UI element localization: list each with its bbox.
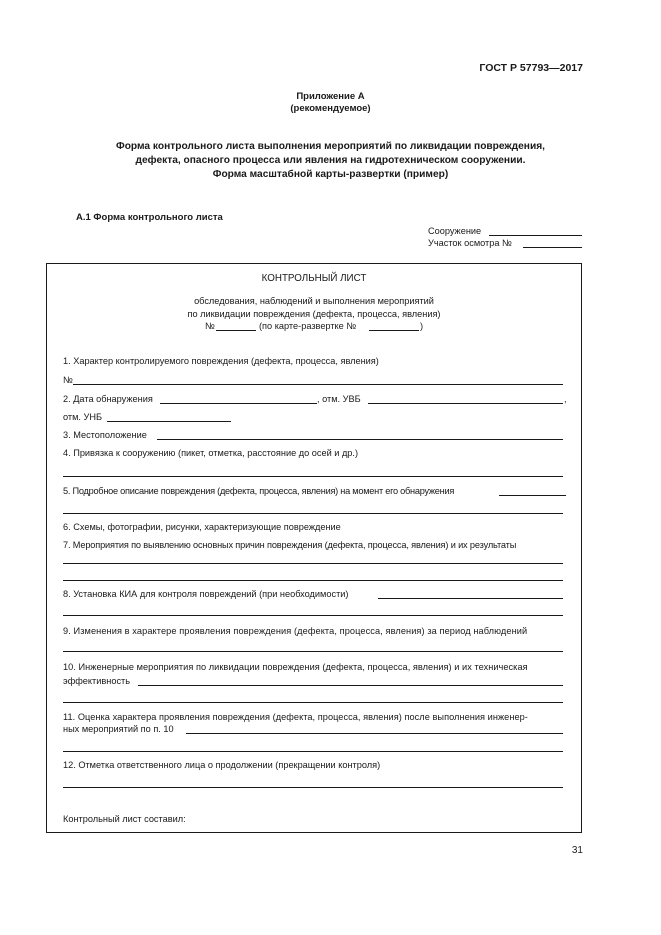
item-2-comma: , <box>564 394 567 404</box>
item-11-line-b <box>63 751 563 752</box>
checklist-number-line <box>216 330 256 331</box>
item-1-label: 1. Характер контролируемого повреждения (дефекта, процесса, явления) <box>63 356 379 366</box>
item-4-line <box>63 476 563 477</box>
checklist-number-label: № <box>205 321 215 331</box>
item-2-unb-line <box>107 421 231 422</box>
item-5-line-a <box>499 495 566 496</box>
item-5-line-b <box>63 513 563 514</box>
item-6-label: 6. Схемы, фотографии, рисунки, характеризующие повреждение <box>63 522 341 532</box>
item-12-line <box>63 787 563 788</box>
map-ref-close: ) <box>420 321 424 331</box>
item-5-label: 5. Подробное описание повреждения (дефекта, процесса, явления) на момент его обнаружения <box>63 486 455 496</box>
area-label: Участок осмотра № <box>428 238 512 248</box>
item-10-line-a <box>138 685 563 686</box>
item-11-label-2: ных мероприятий по п. 10 <box>63 724 174 734</box>
checklist-subtitle-1: обследования, наблюдений и выполнения мероприятий <box>194 296 434 306</box>
standard-number: ГОСТ Р 57793—2017 <box>479 62 583 74</box>
item-8-line-b <box>63 615 563 616</box>
checklist-title: КОНТРОЛЬНЫЙ ЛИСТ <box>261 273 367 284</box>
structure-field <box>428 226 481 236</box>
document-title-line-1: Форма контрольного листа выполнения мероприятий по ликвидации повреждения, <box>116 141 545 152</box>
item-7-line-b <box>63 580 563 581</box>
item-11-label-1: 11. Оценка характера проявления повреждения (дефекта, процесса, явления) после выполнения инженер- <box>63 712 528 722</box>
item-1-number-label: № <box>63 375 73 385</box>
item-2-date-label: 2. Дата обнаружения <box>63 394 153 404</box>
item-12-label: 12. Отметка ответственного лица о продолжении (прекращении контроля) <box>63 760 381 770</box>
item-10-label-1: 10. Инженерные мероприятия по ликвидации повреждения (дефекта, процесса, явления) и их техническая <box>63 662 528 672</box>
item-3-label: 3. Местоположение <box>63 430 147 440</box>
section-heading: А.1 Форма контрольного листа <box>76 212 223 223</box>
checklist-subtitle-2: по ликвидации повреждения (дефекта, процесса, явления) <box>187 309 441 319</box>
map-ref-label: (по карте-развертке № <box>259 321 357 331</box>
area-line <box>523 247 582 248</box>
structure-label: Сооружение <box>428 226 482 236</box>
appendix-title: Приложение А <box>296 91 365 102</box>
item-9-line <box>63 651 563 652</box>
item-8-label: 8. Установка КИА для контроля повреждений (при необходимости) <box>63 589 349 599</box>
item-10-label-2: эффективность <box>63 676 131 686</box>
document-title-line-3: Форма масштабной карты-развертки (пример) <box>212 169 449 180</box>
item-3-line <box>157 439 563 440</box>
item-1-line <box>73 384 563 385</box>
appendix-type: (рекомендуемое) <box>290 103 371 114</box>
item-7-line-a <box>63 563 563 564</box>
checklist-signed-label: Контрольный лист составил: <box>63 814 186 824</box>
map-ref-line <box>369 330 419 331</box>
item-2-date-line <box>160 403 317 404</box>
page-number: 31 <box>571 845 583 856</box>
item-2-unb-label: отм. УНБ <box>63 412 103 422</box>
item-7-label: 7. Мероприятия по выявлению основных причин повреждения (дефекта, процесса, явления) и их результаты <box>63 540 517 550</box>
item-11-line-a <box>186 733 563 734</box>
item-9-label: 9. Изменения в характере проявления повреждения (дефекта, процесса, явления) за период наблюдений <box>63 626 528 636</box>
item-2-ubb-label: , отм. УВБ <box>317 394 361 404</box>
item-2-ubb-line <box>368 403 563 404</box>
item-10-line-b <box>63 702 563 703</box>
item-4-label: 4. Привязка к сооружению (пикет, отметка, расстояние до осей и др.) <box>63 448 359 458</box>
item-8-line-a <box>378 598 563 599</box>
area-field <box>428 238 512 248</box>
document-title-line-2: дефекта, опасного процесса или явления на гидротехническом сооружении. <box>135 155 526 166</box>
structure-line <box>489 235 582 236</box>
